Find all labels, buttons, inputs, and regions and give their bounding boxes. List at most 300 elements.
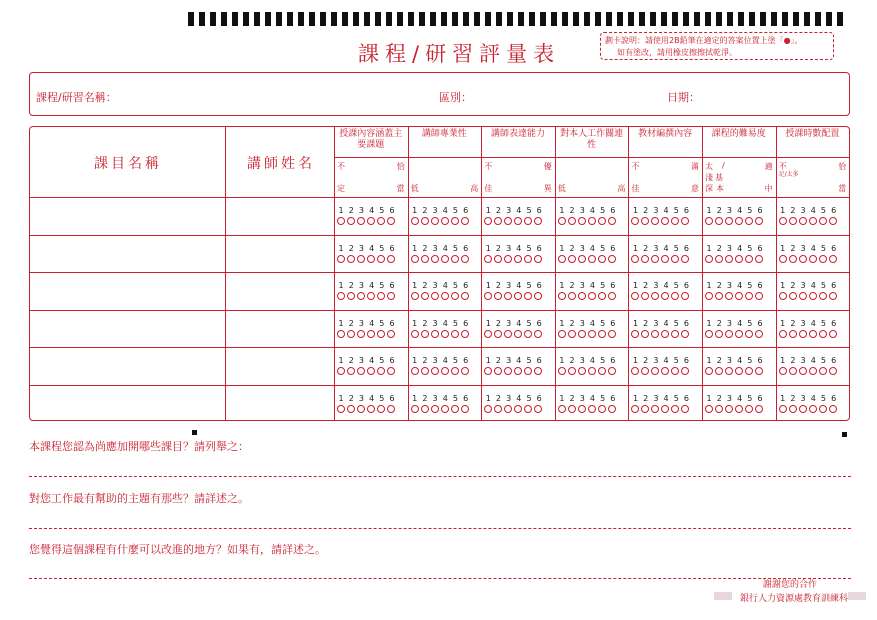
rating-bubble-6[interactable] [534, 367, 542, 375]
rating-bubble-6[interactable] [681, 292, 689, 300]
rating-bubble-3[interactable] [799, 367, 807, 375]
rating-bubble-5[interactable] [671, 292, 679, 300]
rating-bubble-2[interactable] [641, 292, 649, 300]
rating-bubble-5[interactable] [451, 330, 459, 338]
rating-number: 6 [536, 243, 542, 253]
rating-number: 4 [516, 318, 522, 328]
rating-bubble-5[interactable] [671, 330, 679, 338]
rating-bubble-3[interactable] [651, 292, 659, 300]
rating-bubble-4[interactable] [367, 367, 375, 375]
rating-bubble-4[interactable] [514, 405, 522, 413]
rating-bubble-6[interactable] [387, 330, 395, 338]
rating-bubble-5[interactable] [451, 405, 459, 413]
rating-bubble-1[interactable] [337, 292, 345, 300]
rating-bubble-6[interactable] [829, 405, 837, 413]
rating-bubble-5[interactable] [598, 405, 606, 413]
rating-bubble-1[interactable] [484, 255, 492, 263]
rating-bubble-4[interactable] [367, 292, 375, 300]
rating-bubble-6[interactable] [681, 405, 689, 413]
rating-bubble-2[interactable] [494, 217, 502, 225]
rating-bubble-6[interactable] [608, 405, 616, 413]
rating-bubble-4[interactable] [735, 330, 743, 338]
rating-numbers [483, 356, 544, 365]
rating-bubble-3[interactable] [725, 367, 733, 375]
rating-bubble-4[interactable] [735, 405, 743, 413]
rating-bubble-3[interactable] [799, 330, 807, 338]
rating-bubble-4[interactable] [367, 330, 375, 338]
rating-bubble-6[interactable] [608, 330, 616, 338]
rating-number: 2 [422, 318, 428, 328]
rating-bubble-1[interactable] [558, 405, 566, 413]
rating-bubble-5[interactable] [819, 405, 827, 413]
rating-bubble-1[interactable] [558, 217, 566, 225]
rating-bubble-4[interactable] [441, 292, 449, 300]
rating-bubble-3[interactable] [799, 405, 807, 413]
rating-bubble-5[interactable] [451, 255, 459, 263]
rating-bubble-6[interactable] [534, 405, 542, 413]
rating-bubble-1[interactable] [558, 292, 566, 300]
rating-bubble-2[interactable] [347, 330, 355, 338]
rating-bubbles [558, 255, 618, 263]
rating-bubble-3[interactable] [431, 292, 439, 300]
rating-bubble-3[interactable] [357, 330, 365, 338]
rating-bubble-1[interactable] [705, 405, 713, 413]
rating-bubble-3[interactable] [799, 292, 807, 300]
rating-bubble-4[interactable] [735, 367, 743, 375]
rating-bubble-2[interactable] [789, 217, 797, 225]
rating-bubble-6[interactable] [681, 217, 689, 225]
rating-bubble-6[interactable] [829, 330, 837, 338]
rating-bubble-1[interactable] [337, 217, 345, 225]
rating-bubble-3[interactable] [725, 255, 733, 263]
rating-bubble-4[interactable] [809, 330, 817, 338]
rating-bubble-5[interactable] [524, 217, 532, 225]
rating-bubble-6[interactable] [681, 367, 689, 375]
rating-bubble-1[interactable] [631, 367, 639, 375]
rating-bubble-4[interactable] [588, 405, 596, 413]
rating-bubble-6[interactable] [461, 367, 469, 375]
rating-bubble-2[interactable] [568, 217, 576, 225]
rating-bubble-6[interactable] [755, 255, 763, 263]
rating-bubble-1[interactable] [558, 330, 566, 338]
rating-bubble-4[interactable] [735, 292, 743, 300]
rating-bubble-6[interactable] [829, 367, 837, 375]
rating-bubble-4[interactable] [588, 217, 596, 225]
rating-bubble-2[interactable] [568, 330, 576, 338]
rating-bubble-3[interactable] [504, 292, 512, 300]
rating-bubble-2[interactable] [347, 292, 355, 300]
rating-bubble-1[interactable] [484, 367, 492, 375]
rating-number: 4 [589, 356, 595, 365]
rating-bubble-5[interactable] [598, 255, 606, 263]
rating-bubble-1[interactable] [779, 292, 787, 300]
rating-bubble-4[interactable] [588, 255, 596, 263]
rating-bubble-3[interactable] [725, 405, 733, 413]
rating-number: 6 [757, 318, 763, 328]
rating-bubble-2[interactable] [715, 405, 723, 413]
rating-number: 3 [358, 356, 365, 365]
rating-bubble-3[interactable] [357, 367, 365, 375]
rating-bubble-6[interactable] [681, 330, 689, 338]
rating-bubble-5[interactable] [524, 367, 532, 375]
timing-mark [804, 12, 810, 26]
rating-number: 1 [706, 318, 712, 328]
rating-bubble-1[interactable] [705, 330, 713, 338]
rating-bubble-4[interactable] [661, 367, 669, 375]
rating-bubble-4[interactable] [441, 330, 449, 338]
rating-bubble-2[interactable] [789, 255, 797, 263]
rating-bubble-1[interactable] [779, 367, 787, 375]
rating-bubble-5[interactable] [451, 292, 459, 300]
rating-bubble-4[interactable] [809, 367, 817, 375]
rating-bubbles [484, 255, 544, 263]
answer-line-3[interactable] [29, 578, 851, 579]
rating-bubble-2[interactable] [641, 405, 649, 413]
rating-bubble-6[interactable] [829, 255, 837, 263]
rating-bubble-4[interactable] [441, 367, 449, 375]
category-header-7: 授課時數配置 [785, 129, 840, 139]
rating-bubble-1[interactable] [631, 405, 639, 413]
rating-bubble-2[interactable] [789, 292, 797, 300]
rating-bubble-1[interactable] [411, 405, 419, 413]
rating-bubble-2[interactable] [421, 405, 429, 413]
rating-bubble-2[interactable] [715, 255, 723, 263]
rating-bubble-5[interactable] [451, 367, 459, 375]
timing-mark [716, 12, 722, 26]
rating-bubble-3[interactable] [578, 330, 586, 338]
answer-line-1[interactable] [29, 476, 851, 477]
rating-bubble-2[interactable] [421, 367, 429, 375]
rating-bubble-5[interactable] [745, 330, 753, 338]
rating-bubble-1[interactable] [484, 330, 492, 338]
rating-bubble-6[interactable] [461, 255, 469, 263]
rating-bubble-4[interactable] [514, 367, 522, 375]
rating-bubble-4[interactable] [661, 255, 669, 263]
rating-bubble-5[interactable] [598, 217, 606, 225]
rating-bubble-2[interactable] [641, 255, 649, 263]
rating-bubble-3[interactable] [651, 330, 659, 338]
rating-bubble-2[interactable] [789, 330, 797, 338]
rating-bubble-2[interactable] [494, 292, 502, 300]
rating-bubble-6[interactable] [829, 217, 837, 225]
rating-bubble-5[interactable] [598, 330, 606, 338]
rating-bubble-2[interactable] [347, 255, 355, 263]
rating-bubble-1[interactable] [705, 217, 713, 225]
rating-bubble-4[interactable] [588, 292, 596, 300]
rating-bubble-5[interactable] [671, 217, 679, 225]
rating-bubble-6[interactable] [755, 292, 763, 300]
rating-numbers [704, 394, 765, 403]
rating-bubble-3[interactable] [431, 367, 439, 375]
rating-bubble-1[interactable] [631, 217, 639, 225]
rating-bubble-6[interactable] [608, 367, 616, 375]
rating-bubble-3[interactable] [431, 217, 439, 225]
rating-bubble-5[interactable] [819, 330, 827, 338]
rating-number: 4 [663, 393, 669, 403]
category-header-5: 教材編撰內容 [638, 129, 693, 139]
rating-bubble-3[interactable] [651, 367, 659, 375]
rating-bubble-2[interactable] [347, 405, 355, 413]
rating-bubble-3[interactable] [725, 330, 733, 338]
rating-bubble-6[interactable] [461, 330, 469, 338]
rating-bubble-3[interactable] [357, 255, 365, 263]
rating-bubble-3[interactable] [431, 330, 439, 338]
rating-bubble-5[interactable] [377, 255, 385, 263]
rating-bubble-2[interactable] [641, 217, 649, 225]
rating-number: 4 [737, 281, 743, 290]
scale-label: 淺 [705, 173, 713, 182]
rating-bubble-6[interactable] [755, 330, 763, 338]
rating-bubbles [705, 330, 765, 338]
rating-bubble-2[interactable] [715, 367, 723, 375]
rating-bubble-5[interactable] [671, 367, 679, 375]
rating-bubble-1[interactable] [337, 255, 345, 263]
rating-bubble-3[interactable] [504, 367, 512, 375]
rating-number: 3 [579, 393, 585, 403]
rating-numbers [778, 206, 839, 215]
rating-bubble-5[interactable] [819, 255, 827, 263]
rating-bubble-4[interactable] [661, 292, 669, 300]
rating-bubble-3[interactable] [799, 217, 807, 225]
rating-bubble-2[interactable] [568, 255, 576, 263]
rating-bubble-4[interactable] [809, 405, 817, 413]
rating-bubble-5[interactable] [524, 292, 532, 300]
rating-bubble-5[interactable] [671, 255, 679, 263]
rating-bubble-1[interactable] [705, 367, 713, 375]
timing-mark [419, 12, 425, 26]
rating-number: 4 [810, 281, 816, 290]
rating-bubble-6[interactable] [534, 217, 542, 225]
rating-bubble-6[interactable] [534, 255, 542, 263]
rating-bubble-4[interactable] [514, 292, 522, 300]
rating-bubble-4[interactable] [367, 255, 375, 263]
rating-bubble-3[interactable] [504, 405, 512, 413]
rating-bubble-5[interactable] [819, 217, 827, 225]
rating-bubble-5[interactable] [377, 217, 385, 225]
rating-bubble-2[interactable] [715, 217, 723, 225]
rating-bubble-1[interactable] [411, 217, 419, 225]
rating-bubble-1[interactable] [705, 255, 713, 263]
rating-bubble-5[interactable] [819, 367, 827, 375]
rating-bubble-3[interactable] [799, 255, 807, 263]
rating-bubble-1[interactable] [337, 405, 345, 413]
rating-bubble-1[interactable] [779, 330, 787, 338]
rating-bubble-1[interactable] [631, 330, 639, 338]
rating-bubble-2[interactable] [641, 330, 649, 338]
rating-number: 4 [369, 318, 375, 328]
rating-bubble-4[interactable] [367, 405, 375, 413]
rating-bubble-5[interactable] [524, 330, 532, 338]
rating-bubble-4[interactable] [661, 405, 669, 413]
rating-bubble-3[interactable] [651, 217, 659, 225]
rating-bubble-6[interactable] [681, 255, 689, 263]
rating-bubble-2[interactable] [421, 292, 429, 300]
rating-bubble-2[interactable] [715, 330, 723, 338]
rating-bubble-2[interactable] [347, 217, 355, 225]
rating-bubble-6[interactable] [608, 255, 616, 263]
rating-bubble-3[interactable] [357, 405, 365, 413]
rating-bubble-3[interactable] [651, 255, 659, 263]
rating-bubble-1[interactable] [631, 292, 639, 300]
rating-bubble-4[interactable] [809, 255, 817, 263]
rating-bubble-4[interactable] [809, 292, 817, 300]
rating-bubble-3[interactable] [578, 255, 586, 263]
rating-bubble-4[interactable] [661, 217, 669, 225]
rating-bubble-6[interactable] [387, 217, 395, 225]
rating-bubble-6[interactable] [461, 405, 469, 413]
rating-bubble-2[interactable] [421, 217, 429, 225]
rating-bubble-4[interactable] [441, 255, 449, 263]
rating-number: 2 [716, 243, 722, 253]
rating-bubble-5[interactable] [377, 330, 385, 338]
rating-bubble-3[interactable] [431, 255, 439, 263]
rating-bubble-6[interactable] [461, 217, 469, 225]
rating-bubble-2[interactable] [789, 367, 797, 375]
rating-bubble-4[interactable] [735, 217, 743, 225]
rating-bubble-5[interactable] [819, 292, 827, 300]
rating-bubble-3[interactable] [651, 405, 659, 413]
rating-bubble-1[interactable] [411, 330, 419, 338]
rating-bubble-4[interactable] [588, 367, 596, 375]
rating-bubble-4[interactable] [514, 255, 522, 263]
rating-bubble-5[interactable] [745, 367, 753, 375]
rating-bubble-2[interactable] [641, 367, 649, 375]
rating-bubble-5[interactable] [377, 292, 385, 300]
rating-bubble-3[interactable] [504, 330, 512, 338]
rating-bubble-4[interactable] [441, 405, 449, 413]
rating-bubble-6[interactable] [755, 217, 763, 225]
rating-bubble-6[interactable] [534, 330, 542, 338]
rating-bubble-1[interactable] [484, 217, 492, 225]
rating-bubble-6[interactable] [387, 255, 395, 263]
rating-number: 5 [452, 281, 458, 290]
rating-bubble-6[interactable] [461, 292, 469, 300]
rating-bubble-1[interactable] [558, 367, 566, 375]
rating-bubble-2[interactable] [715, 292, 723, 300]
rating-bubble-3[interactable] [357, 217, 365, 225]
rating-bubble-5[interactable] [377, 367, 385, 375]
rating-number: 4 [810, 243, 816, 253]
rating-numbers [483, 281, 544, 290]
rating-number: 6 [389, 206, 395, 215]
rating-bubble-5[interactable] [745, 217, 753, 225]
rating-bubble-1[interactable] [779, 255, 787, 263]
rating-number: 1 [632, 206, 639, 215]
rating-number: 6 [463, 318, 469, 328]
rating-bubble-1[interactable] [779, 217, 787, 225]
rating-bubble-6[interactable] [829, 292, 837, 300]
rating-bubble-2[interactable] [494, 405, 502, 413]
rating-bubble-4[interactable] [809, 217, 817, 225]
rating-numbers [336, 281, 397, 290]
rating-bubble-4[interactable] [588, 330, 596, 338]
rating-number: 1 [485, 393, 491, 403]
rating-bubble-6[interactable] [387, 405, 395, 413]
rating-number: 6 [757, 393, 763, 403]
rating-bubble-2[interactable] [421, 255, 429, 263]
rating-bubble-5[interactable] [377, 405, 385, 413]
rating-bubble-2[interactable] [494, 330, 502, 338]
rating-bubble-3[interactable] [357, 292, 365, 300]
rating-bubble-1[interactable] [337, 367, 345, 375]
rating-bubble-2[interactable] [789, 405, 797, 413]
rating-bubble-1[interactable] [779, 405, 787, 413]
rating-number: 6 [831, 318, 837, 328]
rating-bubble-5[interactable] [745, 255, 753, 263]
rating-bubble-5[interactable] [745, 292, 753, 300]
rating-bubble-4[interactable] [441, 217, 449, 225]
rating-bubble-3[interactable] [725, 292, 733, 300]
rating-bubble-3[interactable] [431, 405, 439, 413]
rating-number: 2 [643, 356, 649, 365]
rating-bubble-1[interactable] [411, 367, 419, 375]
rating-bubble-1[interactable] [411, 292, 419, 300]
rating-number: 5 [820, 356, 826, 365]
rating-bubble-2[interactable] [568, 405, 576, 413]
rating-bubble-5[interactable] [524, 255, 532, 263]
rating-bubble-6[interactable] [608, 292, 616, 300]
rating-bubble-5[interactable] [524, 405, 532, 413]
rating-number: 3 [358, 243, 365, 253]
rating-bubble-2[interactable] [347, 367, 355, 375]
rating-number: 4 [663, 206, 669, 215]
timing-mark [364, 12, 370, 26]
rating-bubble-1[interactable] [337, 330, 345, 338]
rating-bubble-1[interactable] [558, 255, 566, 263]
rating-bubble-5[interactable] [598, 292, 606, 300]
rating-bubble-1[interactable] [484, 405, 492, 413]
rating-number: 3 [726, 356, 733, 365]
rating-bubble-1[interactable] [631, 255, 639, 263]
rating-bubble-4[interactable] [514, 217, 522, 225]
rating-bubble-5[interactable] [671, 405, 679, 413]
rating-bubble-3[interactable] [504, 217, 512, 225]
rating-bubble-3[interactable] [578, 405, 586, 413]
rating-bubble-6[interactable] [608, 217, 616, 225]
rating-bubble-6[interactable] [387, 367, 395, 375]
rating-bubble-2[interactable] [494, 255, 502, 263]
rating-bubble-4[interactable] [661, 330, 669, 338]
rating-bubble-6[interactable] [534, 292, 542, 300]
rating-number: 3 [800, 281, 806, 290]
rating-number: 4 [663, 281, 669, 290]
rating-bubble-5[interactable] [451, 217, 459, 225]
rating-bubble-5[interactable] [598, 367, 606, 375]
rating-bubble-3[interactable] [578, 217, 586, 225]
rating-bubble-1[interactable] [705, 292, 713, 300]
rating-bubble-2[interactable] [421, 330, 429, 338]
rating-bubble-6[interactable] [755, 367, 763, 375]
rating-bubble-3[interactable] [504, 255, 512, 263]
rating-bubble-4[interactable] [735, 255, 743, 263]
rating-bubble-3[interactable] [725, 217, 733, 225]
answer-line-2[interactable] [29, 528, 851, 529]
rating-bubble-6[interactable] [755, 405, 763, 413]
rating-bubble-3[interactable] [578, 292, 586, 300]
rating-bubble-4[interactable] [367, 217, 375, 225]
rating-bubble-4[interactable] [514, 330, 522, 338]
scale-label: 意 [691, 184, 699, 193]
rating-bubble-2[interactable] [568, 367, 576, 375]
rating-bubble-6[interactable] [387, 292, 395, 300]
rating-bubble-3[interactable] [578, 367, 586, 375]
rating-bubble-1[interactable] [484, 292, 492, 300]
rating-bubble-1[interactable] [411, 255, 419, 263]
rating-bubble-2[interactable] [568, 292, 576, 300]
rating-bubble-2[interactable] [494, 367, 502, 375]
rating-number: 1 [559, 356, 565, 365]
rating-bubble-5[interactable] [745, 405, 753, 413]
